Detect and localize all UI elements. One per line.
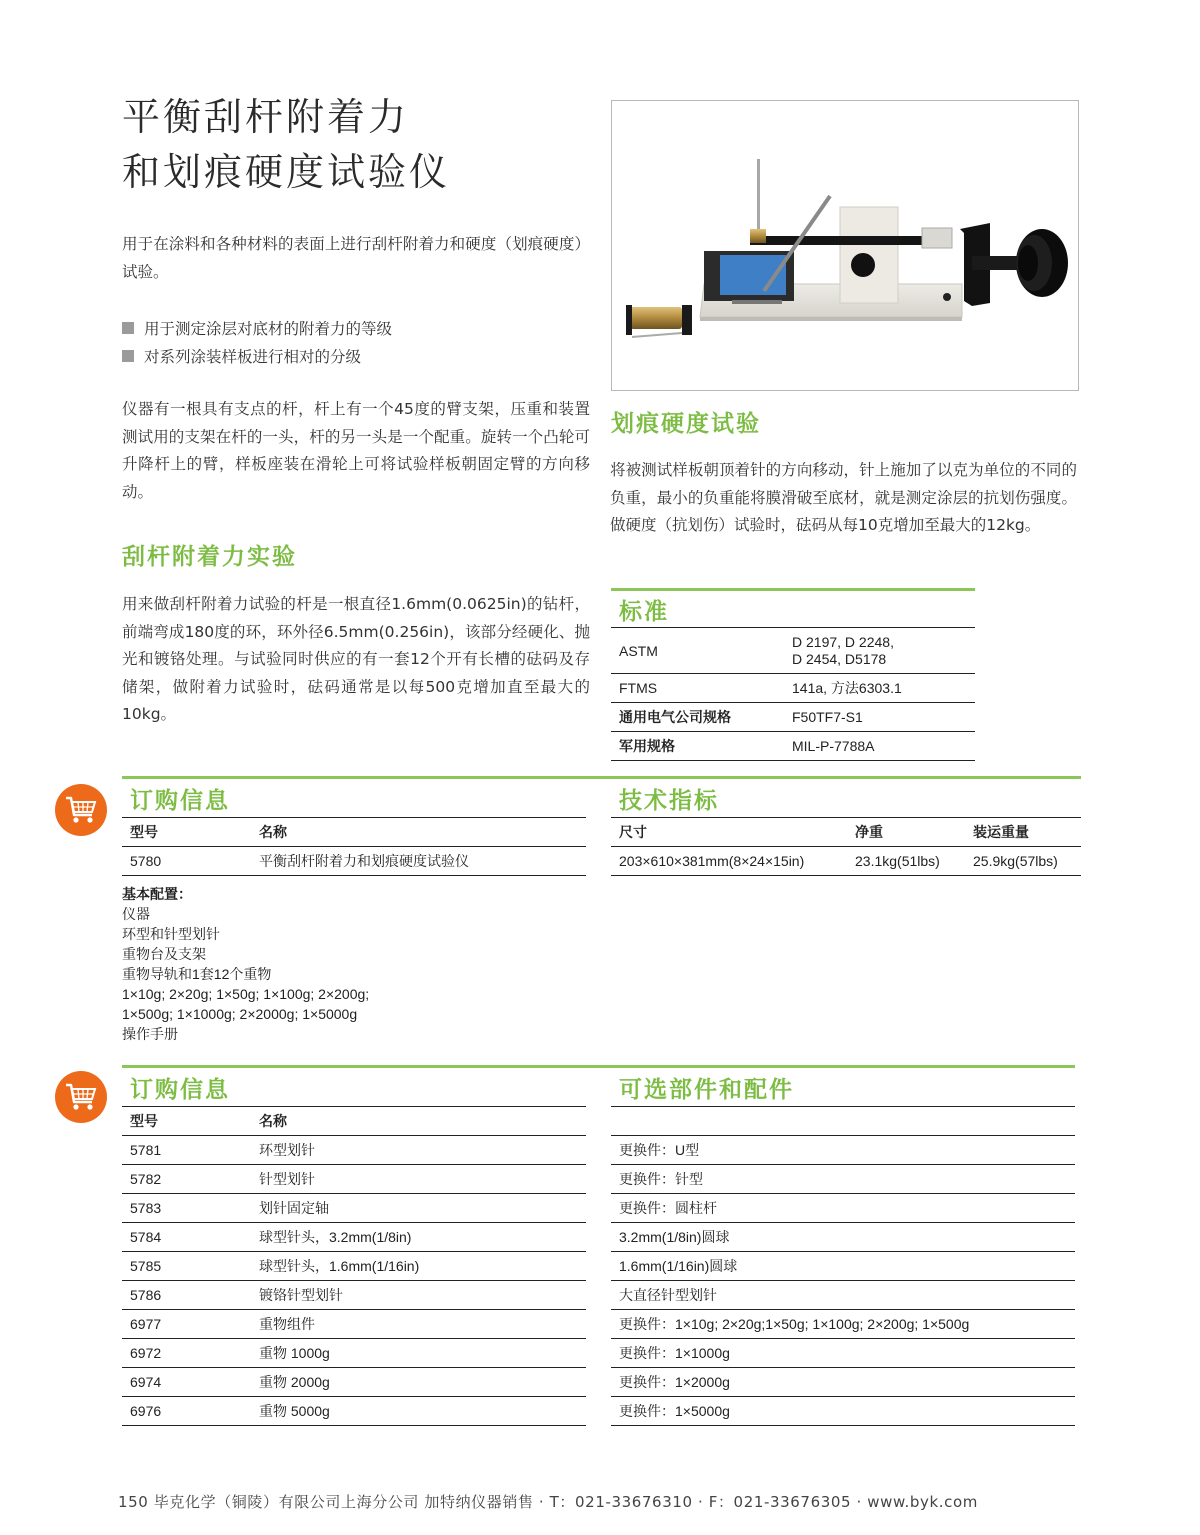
product-image [611,100,1079,391]
description-text: 仪器有一根具有支点的杆，杆上有一个45度的臂支架，压重和装置测试用的支架在杆的一头，杆的另一头是一个配重。旋转一个凸轮可升降杆上的臂，样板座装在滑轮上可将试验样板朝固定臂的方向移动。 [122,400,590,501]
table-row [611,1165,1075,1194]
shipping-weight-value: 25.9kg(57lbs) [965,847,1081,876]
product-name: 球型针头，3.2mm(1/8in) [251,1223,586,1252]
size-value: 203×610×381mm(8×24×15in) [611,847,847,876]
order-table [122,817,586,876]
table-row [122,1281,586,1310]
standard-key: 军用规格 [611,732,784,761]
column-header-shipping-weight: 装运重量 [965,818,1081,847]
table-row [611,1281,1075,1310]
product-name: 针型划针 [251,1165,586,1194]
square-bullet-icon [122,322,134,334]
empty-header [611,1107,1075,1136]
table-header-row [122,818,586,847]
shopping-cart-icon [55,1071,107,1123]
scratch-test-text: 将被测试样板朝顶着针的方向移动，针上施加了以克为单位的不同的负重，最小的负重能将膜滑破至底材，就是测定涂层的抗划伤强度。做硬度（抗划伤）试验时，砝码从每10克增加至最大的12kg。 [610,461,1077,534]
table-row [611,703,975,732]
accessory-description: 3.2mm(1/8in)圆球 [611,1223,1075,1252]
model-number: 5783 [122,1194,251,1223]
square-bullet-icon [122,350,134,362]
scratch-test-heading: 划痕硬度试验 [611,411,761,437]
table-row [611,1194,1075,1223]
standard-value: F50TF7-S1 [784,703,975,732]
config-heading: 基本配置： [122,886,192,902]
config-item: 重物台及支架 [122,946,206,962]
accessories-section [611,1068,1075,1426]
product-name: 球型针头，1.6mm(1/16in) [251,1252,586,1281]
product-name: 平衡刮杆附着力和划痕硬度试验仪 [251,847,586,876]
accessory-description: 1.6mm(1/16in)圆球 [611,1252,1075,1281]
intro-text: 用于在涂料和各种材料的表面上进行刮杆附着力和硬度（划痕硬度）试验。 [122,235,590,281]
model-number: 6974 [122,1368,251,1397]
accessory-order-table [122,1106,586,1426]
table-header-row [611,818,1081,847]
table-row [122,1252,586,1281]
feature-item: 用于测定涂层对底材的附着力的等级 [122,314,590,342]
net-weight-value: 23.1kg(51lbs) [847,847,965,876]
model-number: 6972 [122,1339,251,1368]
accessory-description: 更换件：1×5000g [611,1397,1075,1426]
table-row [611,732,975,761]
table-row [122,1136,586,1165]
product-name: 重物 2000g [251,1368,586,1397]
accessory-description: 更换件：圆柱杆 [611,1194,1075,1223]
standard-value: MIL-P-7788A [784,732,975,761]
specs-section [611,779,1081,876]
table-row [611,674,975,703]
basic-configuration [122,884,369,1044]
column-header-net-weight: 净重 [847,818,965,847]
title-line-2: 和划痕硬度试验仪 [122,150,451,194]
standards-table [611,627,975,761]
column-header-name: 名称 [251,818,586,847]
accessory-description: 更换件：1×1000g [611,1339,1075,1368]
config-item: 环型和针型划针 [122,926,220,942]
feature-list [122,314,590,370]
specs-heading: 技术指标 [619,788,719,814]
page-title [122,90,450,200]
standards-section [611,588,975,761]
accessories-table [611,1106,1075,1426]
product-name: 划针固定轴 [251,1194,586,1223]
product-name: 镀铬针型划针 [251,1281,586,1310]
order-heading: 订购信息 [130,1077,230,1103]
config-item: 仪器 [122,906,150,922]
column-header-name: 名称 [251,1107,586,1136]
page-footer: 150 毕克化学（铜陵）有限公司上海分公司 加特纳仪器销售 · T：021-33676310 · F：021-33676305 · www.byk.com [118,1493,978,1511]
scrape-test-heading: 刮杆附着力实验 [122,544,297,570]
product-name: 重物 5000g [251,1397,586,1426]
standards-heading: 标准 [619,599,669,625]
table-row [122,1223,586,1252]
standard-key: ASTM [611,628,784,674]
table-row [122,847,586,876]
accessories-heading: 可选部件和配件 [619,1077,794,1103]
model-number: 5782 [122,1165,251,1194]
scratch-tester-illustration [612,101,1079,391]
table-row [611,1339,1075,1368]
model-number: 5780 [122,847,251,876]
table-row [122,1194,586,1223]
table-row [122,1397,586,1426]
accessory-description: 更换件：针型 [611,1165,1075,1194]
model-number: 6977 [122,1310,251,1339]
table-row [611,1397,1075,1426]
table-row [611,847,1081,876]
table-row [122,1368,586,1397]
order-heading: 订购信息 [130,788,230,814]
table-row [611,628,975,674]
table-row [611,1252,1075,1281]
accessory-description: 更换件：U型 [611,1136,1075,1165]
accessory-description: 大直径针型划针 [611,1281,1075,1310]
standard-key: 通用电气公司规格 [611,703,784,732]
table-row [122,1310,586,1339]
scrape-test-text: 用来做刮杆附着力试验的杆是一根直径1.6mm(0.0625in)的钻杆，前端弯成180度的环，环外径6.5mm(0.256in)，该部分经硬化、抛光和镀铬处理。与试验同时供应的有一套12个开有长槽的砝码及存储架，做附着力试验时，砝码通常是以每500克增加直至最大的10kg。 [122,595,590,723]
table-row [611,1136,1075,1165]
table-row [122,1165,586,1194]
order-section-2 [122,1068,586,1426]
config-item: 1×500g; 1×1000g; 2×2000g; 1×5000g [122,1006,358,1022]
column-header-model: 型号 [122,818,251,847]
accessory-description: 更换件：1×2000g [611,1368,1075,1397]
shopping-cart-icon [55,784,107,836]
model-number: 5781 [122,1136,251,1165]
table-row [611,1368,1075,1397]
model-number: 5784 [122,1223,251,1252]
column-header-model: 型号 [122,1107,251,1136]
feature-item: 对系列涂装样板进行相对的分级 [122,342,590,370]
model-number: 5786 [122,1281,251,1310]
table-header-row [122,1107,586,1136]
specs-table [611,817,1081,876]
standard-value: 141a, 方法6303.1 [784,674,975,703]
standard-value: D 2197, D 2248, D 2454, D5178 [784,628,975,674]
title-line-1: 平衡刮杆附着力 [122,95,410,139]
product-name: 重物组件 [251,1310,586,1339]
config-item: 操作手册 [122,1026,178,1042]
accessory-description: 更换件：1×10g; 2×20g;1×50g; 1×100g; 2×200g; 1×500g [611,1310,1075,1339]
table-row [611,1310,1075,1339]
config-item: 重物导轨和1套12个重物 [122,966,272,982]
model-number: 6976 [122,1397,251,1426]
table-row [122,1339,586,1368]
column-header-size: 尺寸 [611,818,847,847]
model-number: 5785 [122,1252,251,1281]
standard-key: FTMS [611,674,784,703]
table-row [611,1223,1075,1252]
table-header-row [611,1107,1075,1136]
product-name: 重物 1000g [251,1339,586,1368]
order-section-1 [122,779,586,876]
product-name: 环型划针 [251,1136,586,1165]
config-item: 1×10g; 2×20g; 1×50g; 1×100g; 2×200g; [122,986,370,1002]
